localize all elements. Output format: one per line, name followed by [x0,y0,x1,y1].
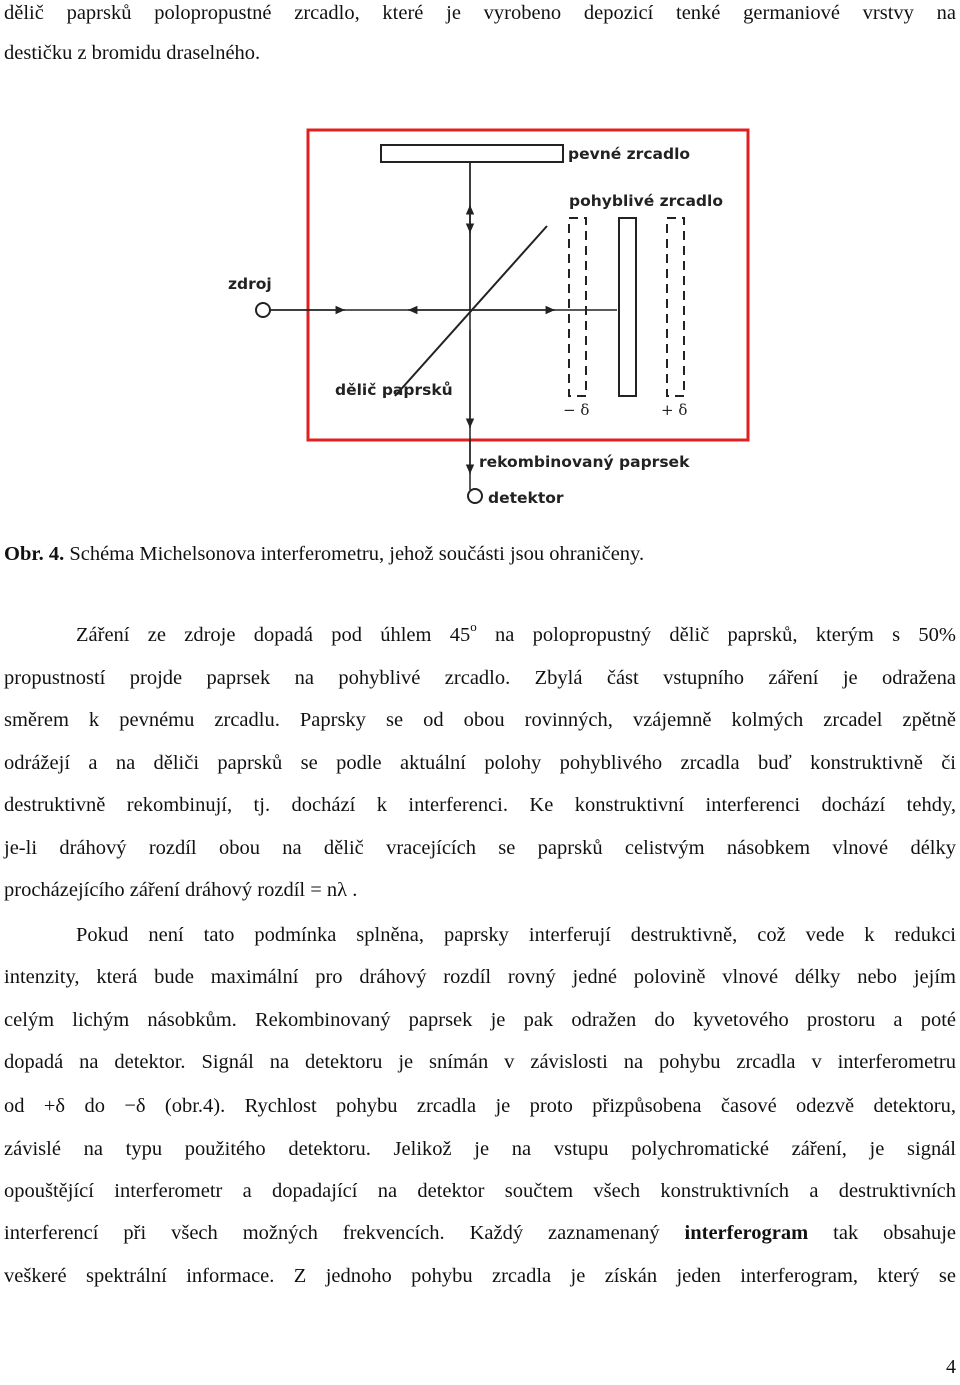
text-line: od +δ do −δ (obr.4). Rychlost pohybu zrcadla je proto přizpůsobena časové odezvě detektoru, [4,1095,956,1117]
mirror-position-plus-delta [667,218,684,396]
text-line: propustností projde paprsek na pohyblivé zrcadlo. Zbylá část vstupního záření je odražena [4,667,956,689]
interferometer-diagram [0,0,960,540]
text-line: Pokud není tato podmínka splněna, paprsky interferují destruktivně, což vede k redukci [76,924,956,946]
label-minus-delta: − δ [563,401,590,419]
text-line: směrem k pevnému zrcadlu. Paprsky se od obou rovinných, vzájemně kolmých zrcadel zpětně [4,709,956,731]
text-line: celým lichým násobkům. Rekombinovaný paprsek je pak odražen do kyvetového prostoru a poté [4,1009,956,1031]
caption-label: Obr. 4. [4,543,65,565]
text-line: dělič paprsků polopropustné zrcadlo, které je vyrobeno depozicí tenké germaniové vrstvy na [4,2,956,24]
movable-mirror [619,218,636,396]
text-line: destičku z bromidu draselného. [4,42,261,64]
mirror-position-minus-delta [569,218,586,396]
fixed-mirror [381,145,563,162]
label-movable-mirror: pohyblivé zrcadlo [569,192,723,210]
label-fixed-mirror: pevné zrcadlo [568,145,691,163]
text-line: interferencí při všech možných frekvencích. Každý zaznamenaný interferogram tak obsahuje [4,1222,957,1244]
text-line: odrážejí a na děliči paprsků se podle aktuální polohy pohyblivého zrcadla buď konstruktivně či [4,752,956,774]
caption-text: Schéma Michelsonova interferometru, jehož součásti jsou ohraničeny. [69,543,645,565]
detector-circle [468,489,482,503]
text-line: opouštějící interferometr a dopadající na detektor součtem všech konstruktivních a destruktivních [4,1180,956,1202]
label-source: zdroj [228,275,272,293]
text-line: procházejícího záření dráhový rozdíl = nλ . [4,879,358,901]
beam-splitter-line [395,226,547,396]
text-line: závislé na typu použitého detektoru. Jelikož je na vstupu polychromatické záření, je signál [4,1138,956,1160]
text-line: dopadá na detektor. Signál na detektoru je snímán v závislosti na pohybu zrcadla v interferometru [4,1051,956,1073]
label-detector: detektor [488,489,564,507]
text-line: destruktivně rekombinují, tj. dochází k interferenci. Ke konstruktivní interferenci dochází tehdy, [4,794,956,816]
text-line: Záření ze zdroje dopadá pod úhlem 45$^o$ na polopropustný dělič paprsků, kterým s 50% [76,619,956,646]
text-line: intenzity, která bude maximální pro dráhový rozdíl rovný jedné polovině vlnové délky nebo jejím [4,966,956,988]
source-circle [256,303,270,317]
term-interferogram: interferogram [684,1222,809,1244]
page-number: 4 [946,1356,956,1378]
label-beam-splitter: dělič paprsků [335,381,453,399]
label-recombined-beam: rekombinovaný paprsek [479,453,690,471]
text-line: veškeré spektrální informace. Z jednoho pohybu zrcadla je získán jeden interferogram, který se [4,1265,956,1287]
text-line: je-li dráhový rozdíl obou na dělič vracejících se paprsků celistvým násobkem vlnové délky [4,837,956,859]
figure-caption [4,533,644,575]
label-plus-delta: + δ [661,401,688,419]
